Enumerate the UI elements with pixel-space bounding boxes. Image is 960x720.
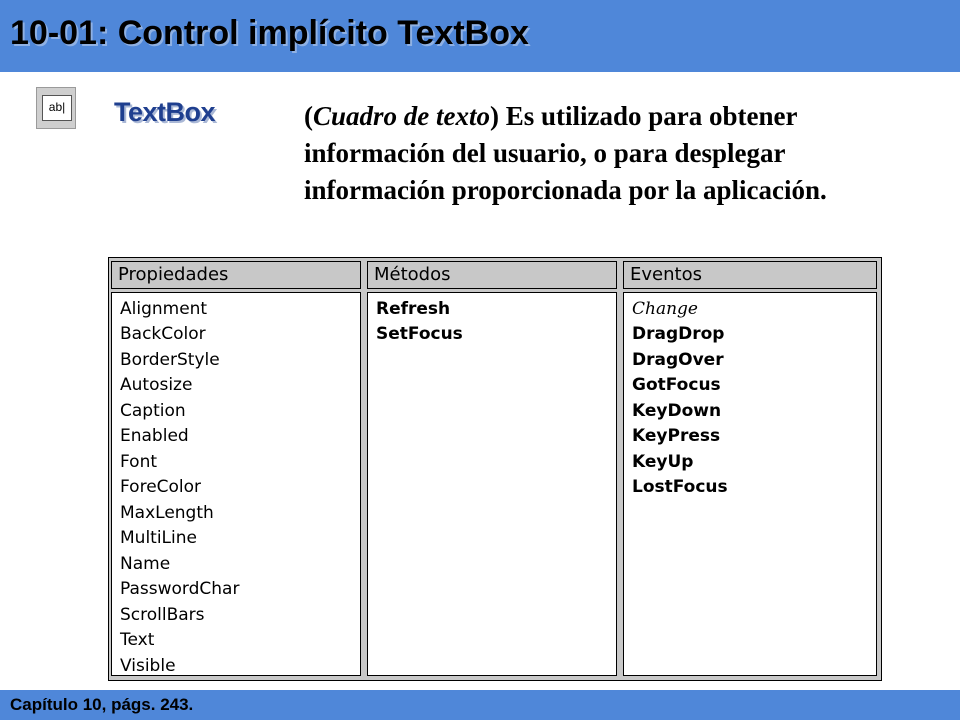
list-item: Text bbox=[120, 630, 155, 650]
column-header-eventos: Eventos bbox=[623, 261, 877, 289]
description bbox=[304, 98, 904, 209]
list-item: BackColor bbox=[120, 324, 206, 344]
list-item: GotFocus bbox=[632, 375, 721, 395]
column-header-propiedades: Propiedades bbox=[111, 261, 361, 289]
list-item: Name bbox=[120, 554, 171, 574]
list-item: ForeColor bbox=[120, 477, 202, 497]
column-body-metodos bbox=[367, 292, 617, 676]
list-item: DragOver bbox=[632, 350, 724, 370]
list-item: LostFocus bbox=[632, 477, 728, 497]
list-item: Autosize bbox=[120, 375, 193, 395]
list-item: Enabled bbox=[120, 426, 189, 446]
list-item: Change bbox=[632, 299, 698, 319]
list-item: KeyPress bbox=[632, 426, 721, 446]
list-item: SetFocus bbox=[376, 324, 463, 344]
list-item: Visible bbox=[120, 656, 176, 676]
list-item: PasswordChar bbox=[120, 579, 240, 599]
textbox-glyph: ab| bbox=[42, 95, 72, 121]
title-bar bbox=[0, 0, 960, 72]
description-open-paren: ( bbox=[304, 101, 313, 131]
list-item: Caption bbox=[120, 401, 186, 421]
control-label: TextBox bbox=[114, 97, 216, 127]
footer-bar bbox=[0, 690, 960, 720]
column-header-metodos: Métodos bbox=[367, 261, 617, 289]
footer-text: Capítulo 10, págs. 243. bbox=[10, 695, 194, 714]
description-rest: ) Es utilizado para obtener información del usuario, o para desplegar información proporcionada por la aplicación. bbox=[304, 101, 827, 205]
column-body-eventos bbox=[623, 292, 877, 676]
list-item: KeyDown bbox=[632, 401, 722, 421]
members-table bbox=[108, 257, 882, 681]
list-item: Refresh bbox=[376, 299, 451, 319]
list-item: MultiLine bbox=[120, 528, 197, 548]
list-item: Alignment bbox=[120, 299, 208, 319]
textbox-tool-icon bbox=[36, 87, 76, 129]
list-item: ScrollBars bbox=[120, 605, 205, 625]
list-item: Font bbox=[120, 452, 158, 472]
description-italic: Cuadro de texto bbox=[313, 101, 491, 131]
list-item: DragDrop bbox=[632, 324, 725, 344]
slide-title: 10-01: Control implícito TextBox bbox=[10, 14, 529, 52]
column-body-propiedades bbox=[111, 292, 361, 676]
list-item: MaxLength bbox=[120, 503, 214, 523]
list-item: KeyUp bbox=[632, 452, 694, 472]
list-item: BorderStyle bbox=[120, 350, 220, 370]
